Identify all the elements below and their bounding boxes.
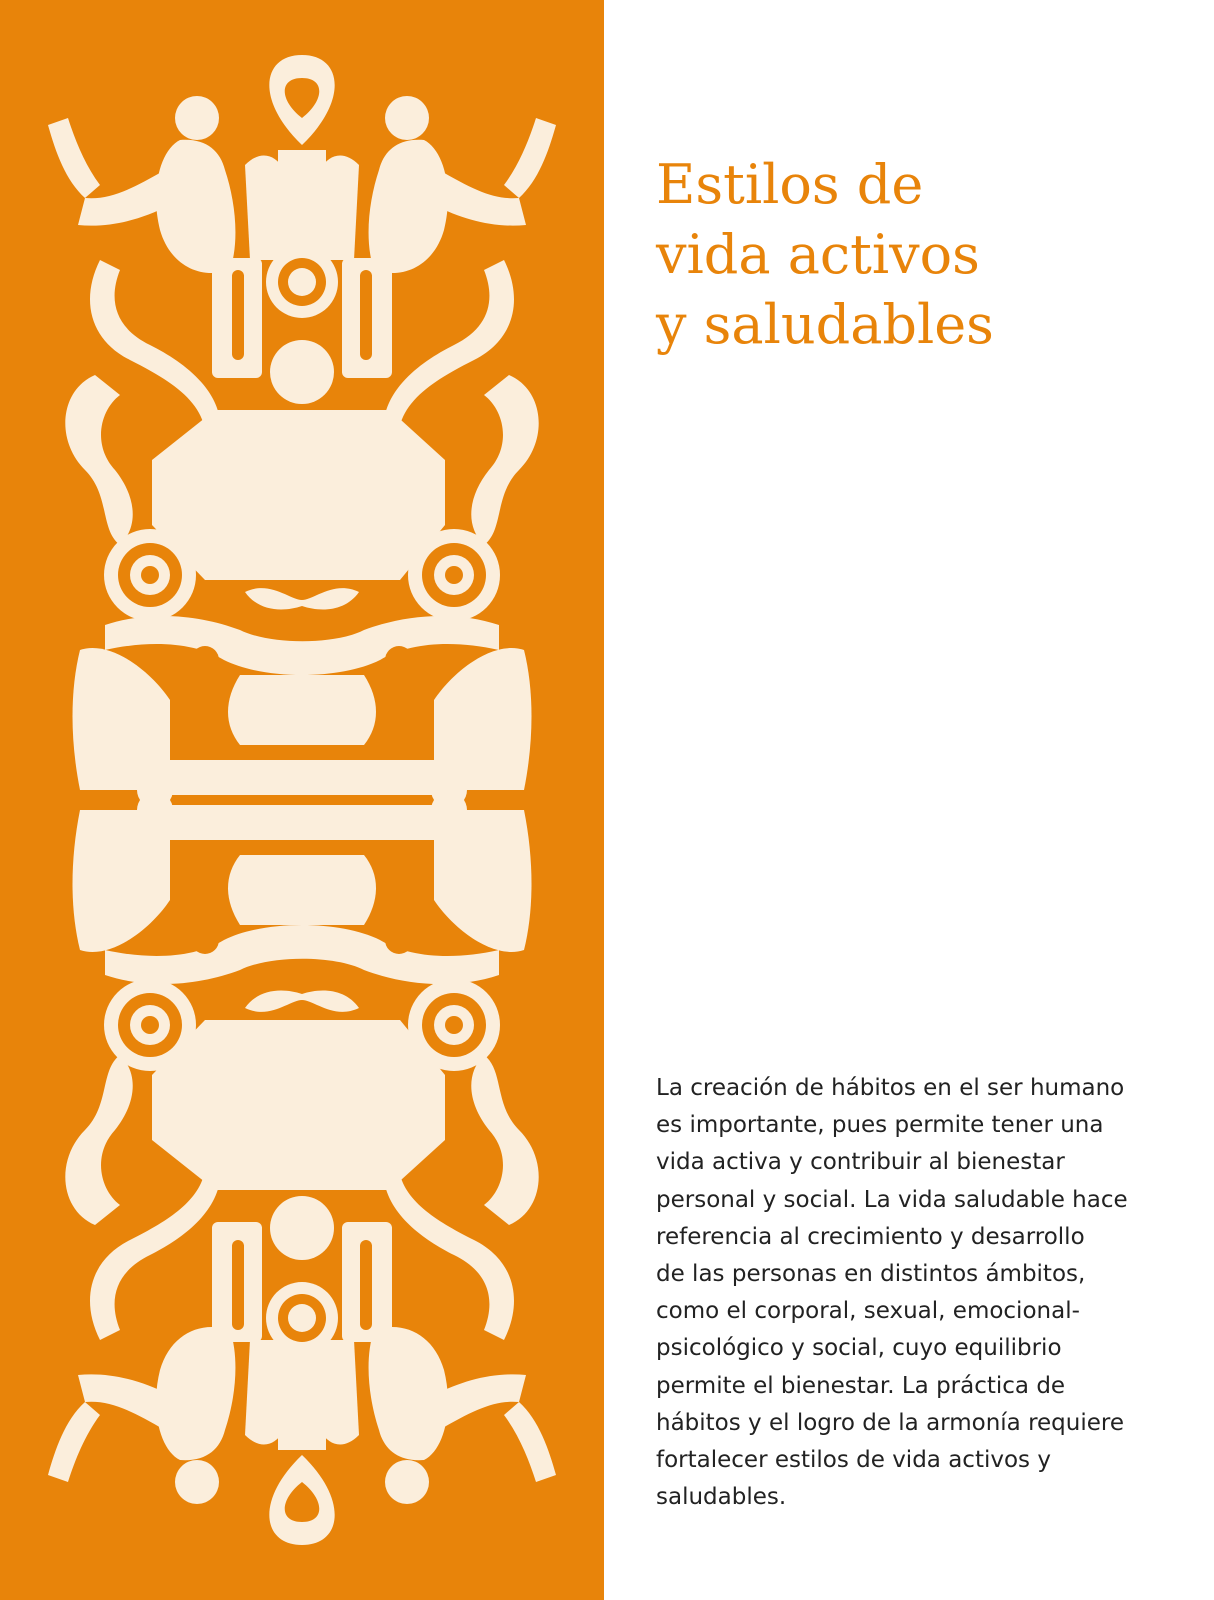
paragraph-line: como el corporal, sexual, emocional- [656,1298,1080,1325]
paragraph-line: saludables. [656,1484,787,1511]
paragraph-line: referencia al crecimiento y desarrollo [656,1223,1085,1250]
title-line: y saludables [656,293,994,356]
title-line: vida activos [656,223,980,286]
intro-paragraph [656,1070,1156,1516]
paragraph-line: fortalecer estilos de vida activos y [656,1447,1051,1474]
paragraph-line: vida activa y contribuir al bienestar [656,1149,1065,1176]
paragraph-line: hábitos y el logro de la armonía requiere [656,1409,1124,1436]
paragraph-line: La creación de hábitos en el ser humano [656,1075,1125,1101]
decorative-side-panel [0,0,604,1600]
paragraph-line: psicológico y social, cuyo equilibrio [656,1335,1062,1362]
paragraph-line: personal y social. La vida saludable hace [656,1186,1128,1213]
paragraph-line: de las personas en distintos ámbitos, [656,1261,1086,1288]
paragraph-line: permite el bienestar. La práctica de [656,1372,1066,1399]
title-line: Estilos de [656,153,924,216]
paragraph-line: es importante, pues permite tener una [656,1112,1104,1139]
totem-ornament-icon [0,0,604,1600]
page-title [656,150,1176,360]
